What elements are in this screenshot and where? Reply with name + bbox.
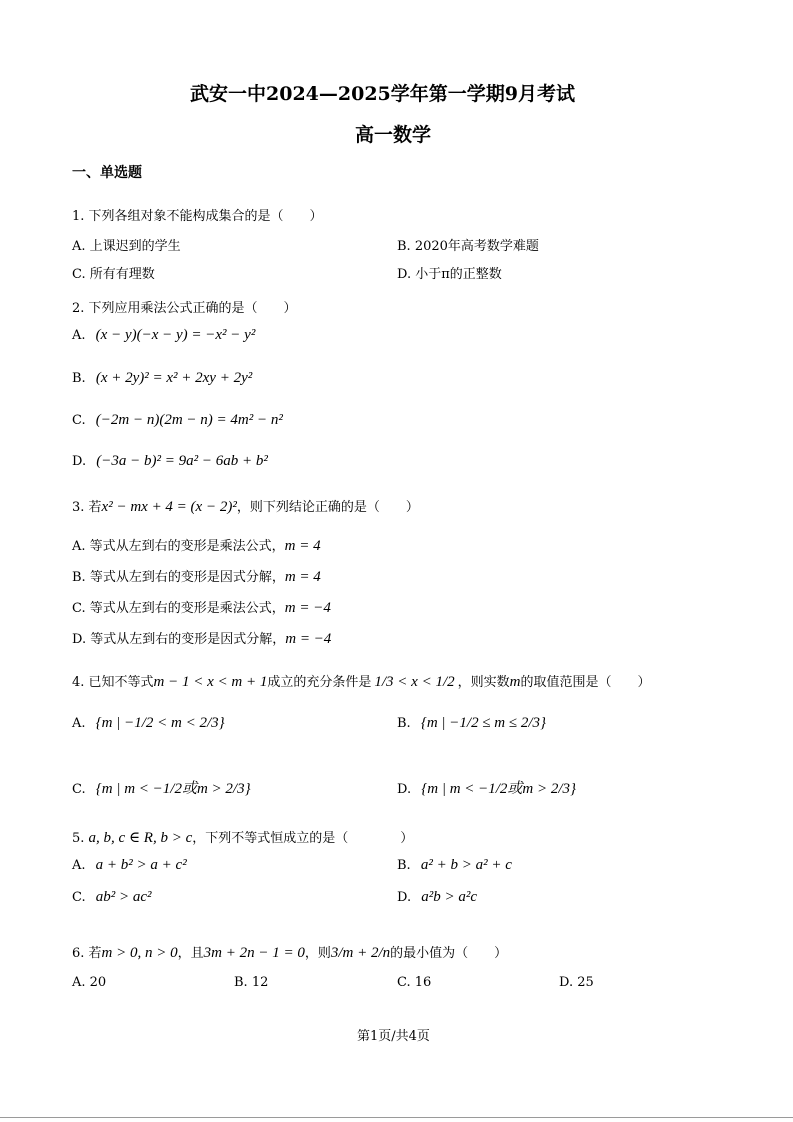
stem-formula: 3/m + 2/n [330,945,391,961]
question-3-option-c [72,597,331,617]
question-1-option-c: C. 所有有理数 [72,267,155,282]
option-formula: m = −4 [284,600,331,616]
option-label: D. [72,454,87,469]
option-text: D. 等式从左到右的变形是因式分解， [72,632,286,647]
stem-text: ，且 [177,946,204,961]
question-6-option-a: A. 20 [72,975,107,990]
question-6-option-d: D. 25 [559,975,594,990]
question-4-option-c [72,777,251,798]
page-number: 第1页/共4页 [357,1029,430,1044]
option-label: D. [397,890,412,905]
question-2-option-d [72,453,268,470]
question-6-option-b: B. 12 [234,975,269,990]
option-text: B. 等式从左到右的变形是因式分解， [72,570,285,585]
question-2-option-a [72,327,255,344]
option-text: A. 等式从左到右的变形是乘法公式， [72,539,285,554]
option-formula: m = 4 [284,569,321,585]
option-formula: a²b > a²c [421,889,478,905]
question-5-option-d [397,889,477,906]
question-1-stem: 1. 下列各组对象不能构成集合的是（ ） [72,209,323,224]
section-heading: 一、单选题 [72,165,142,181]
option-formula: ab² > ac² [95,889,152,905]
stem-text: 6. 若 [72,946,102,961]
question-3-option-a [72,535,321,555]
stem-formula: m − 1 < x < m + 1 [153,674,268,690]
page-divider [0,1117,793,1118]
question-4-option-b [397,715,546,732]
stem-formula: 3m + 2n − 1 = 0 [203,945,305,961]
question-5-option-b [397,857,512,874]
question-3-option-d [72,628,331,648]
question-1-option-a: A. 上课迟到的学生 [72,239,181,254]
stem-text: 的取值范围是（ ） [520,675,651,690]
option-formula: (−2m − n)(2m − n) = 4m² − n² [95,412,283,428]
stem-text: ，则实数 [457,675,510,690]
option-label: B. [397,716,411,731]
stem-formula: m [509,674,521,690]
option-label: A. [72,716,86,731]
question-6-stem [72,942,507,962]
question-2-option-b [72,370,252,387]
stem-text: 5. [72,831,85,846]
option-label: C. [72,413,86,428]
question-5-option-c [72,889,152,906]
question-6-option-c: C. 16 [397,975,432,990]
question-3-option-b [72,566,321,586]
option-label: A. [72,328,86,343]
option-label: C. [72,890,86,905]
option-formula: a² + b > a² + c [420,857,512,873]
stem-formula: 1/3 < x < 1/2 [374,674,455,690]
question-1-option-b: B. 2020年高考数学难题 [397,239,539,254]
option-label: B. [72,371,86,386]
option-formula: {m | −1/2 < m < 2/3} [95,715,225,731]
option-text: C. 等式从左到右的变形是乘法公式， [72,601,285,616]
question-2-stem: 2. 下列应用乘法公式正确的是（ ） [72,301,297,316]
option-label: B. [397,858,411,873]
question-3-stem [72,496,419,516]
stem-text: 的最小值为（ ） [390,946,508,961]
stem-text: 4. 已知不等式 [72,675,154,690]
stem-text: ，则下列结论正确的是（ ） [236,500,419,515]
option-formula: m = −4 [285,631,332,647]
option-formula: {m | m < −1/2或m > 2/3} [421,781,577,797]
option-formula: (x + 2y)² = x² + 2xy + 2y² [95,370,253,386]
option-formula: (−3a − b)² = 9a² − 6ab + b² [96,453,268,469]
question-4-option-d [397,777,576,798]
stem-text: 3. 若 [72,500,102,515]
option-label: A. [72,858,86,873]
stem-formula: m > 0, n > 0 [101,945,178,961]
question-1-option-d: D. 小于π的正整数 [397,267,502,282]
option-formula: (x − y)(−x − y) = −x² − y² [95,327,256,343]
stem-formula: x² − mx + 4 = (x − 2)² [101,499,237,515]
option-label: D. [397,782,412,797]
exam-subject: 高一数学 [355,124,432,146]
stem-text: ，则 [304,946,331,961]
option-label: C. [72,782,86,797]
option-formula: {m | m < −1/2或m > 2/3} [95,781,251,797]
question-4-option-a [72,715,225,732]
stem-formula: a, b, c ∈ R, b > c [88,830,193,846]
stem-text: ，下列不等式恒成立的是（ ） [192,831,414,846]
option-formula: a + b² > a + c² [95,857,187,873]
option-formula: m = 4 [284,538,321,554]
question-5-option-a [72,857,187,874]
exam-title: 武安一中2024—2025学年第一学期9月考试 [190,83,575,105]
question-4-stem [72,671,651,691]
question-2-option-c [72,412,283,429]
question-5-stem [72,827,413,847]
stem-text: 成立的充分条件是 [267,675,372,690]
option-formula: {m | −1/2 ≤ m ≤ 2/3} [420,715,547,731]
